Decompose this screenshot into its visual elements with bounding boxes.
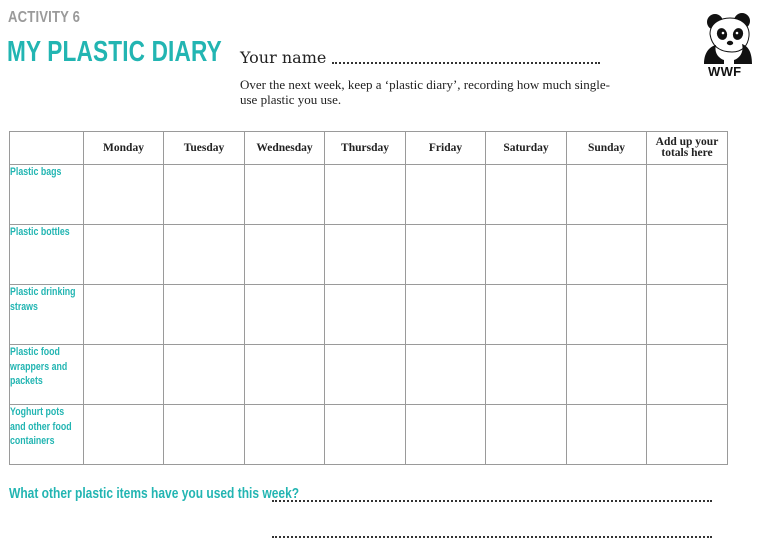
entry-cell[interactable] — [245, 165, 325, 225]
entry-cell[interactable] — [245, 405, 325, 465]
answer-line-1[interactable] — [272, 500, 712, 502]
entry-cell[interactable] — [406, 285, 486, 345]
entry-cell[interactable] — [486, 345, 567, 405]
row-label — [10, 165, 84, 225]
entry-cell[interactable] — [245, 345, 325, 405]
other-items-question: What other plastic items have you used this week? — [9, 485, 300, 502]
table-row — [10, 405, 728, 465]
entry-cell[interactable] — [567, 165, 647, 225]
col-sunday: Sunday — [567, 132, 647, 165]
entry-cell[interactable] — [406, 405, 486, 465]
entry-cell[interactable] — [325, 165, 406, 225]
entry-cell[interactable] — [84, 225, 164, 285]
name-field[interactable] — [332, 62, 600, 64]
entry-cell[interactable] — [245, 285, 325, 345]
page-title: MY PLASTIC DIARY — [7, 36, 222, 68]
entry-cell[interactable] — [486, 225, 567, 285]
header-row — [10, 132, 728, 165]
wwf-logo-text: WWF — [708, 64, 742, 79]
entry-cell[interactable] — [325, 225, 406, 285]
answer-line-2[interactable] — [272, 536, 712, 538]
entry-cell[interactable] — [486, 165, 567, 225]
col-tuesday: Tuesday — [164, 132, 245, 165]
entry-cell[interactable] — [164, 345, 245, 405]
entry-cell[interactable] — [567, 285, 647, 345]
entry-cell[interactable] — [325, 285, 406, 345]
entry-cell[interactable] — [567, 345, 647, 405]
row-label — [10, 345, 84, 405]
col-wednesday: Wednesday — [245, 132, 325, 165]
entry-cell[interactable] — [486, 285, 567, 345]
entry-cell[interactable] — [406, 165, 486, 225]
intro-text: Over the next week, keep a ‘plastic diary’, recording how much single-use plastic you use. — [240, 77, 611, 107]
entry-cell[interactable] — [245, 225, 325, 285]
entry-cell[interactable] — [486, 405, 567, 465]
entry-cell[interactable] — [647, 285, 728, 345]
entry-cell[interactable] — [647, 225, 728, 285]
entry-cell[interactable] — [84, 285, 164, 345]
entry-cell[interactable] — [164, 285, 245, 345]
row-label-text: Plastic bottles — [10, 226, 70, 238]
plastic-diary-table — [9, 131, 728, 465]
entry-cell[interactable] — [164, 225, 245, 285]
row-label-text: Plastic food wrappers and packets — [10, 346, 68, 387]
activity-label: ACTIVITY 6 — [8, 9, 81, 26]
table-row — [10, 345, 728, 405]
entry-cell[interactable] — [406, 225, 486, 285]
row-label — [10, 225, 84, 285]
entry-cell[interactable] — [567, 405, 647, 465]
col-friday: Friday — [406, 132, 486, 165]
col-totals: Add up your totals here — [647, 132, 728, 165]
name-label: Your name — [240, 48, 327, 67]
entry-cell[interactable] — [84, 165, 164, 225]
row-label — [10, 405, 84, 465]
row-label-text: Plastic bags — [10, 166, 62, 178]
col-thursday: Thursday — [325, 132, 406, 165]
entry-cell[interactable] — [647, 165, 728, 225]
col-saturday: Saturday — [486, 132, 567, 165]
row-label-text: Yoghurt pots and other food containers — [10, 406, 72, 447]
entry-cell[interactable] — [406, 345, 486, 405]
entry-cell[interactable] — [164, 165, 245, 225]
row-label — [10, 285, 84, 345]
entry-cell[interactable] — [647, 345, 728, 405]
table-row — [10, 285, 728, 345]
entry-cell[interactable] — [647, 405, 728, 465]
col-monday: Monday — [84, 132, 164, 165]
entry-cell[interactable] — [84, 345, 164, 405]
entry-cell[interactable] — [325, 405, 406, 465]
entry-cell[interactable] — [325, 345, 406, 405]
table-row — [10, 165, 728, 225]
row-label-text: Plastic drinking straws — [10, 286, 76, 313]
entry-cell[interactable] — [164, 405, 245, 465]
entry-cell[interactable] — [567, 225, 647, 285]
table-row — [10, 225, 728, 285]
corner-cell — [10, 132, 84, 165]
entry-cell[interactable] — [84, 405, 164, 465]
